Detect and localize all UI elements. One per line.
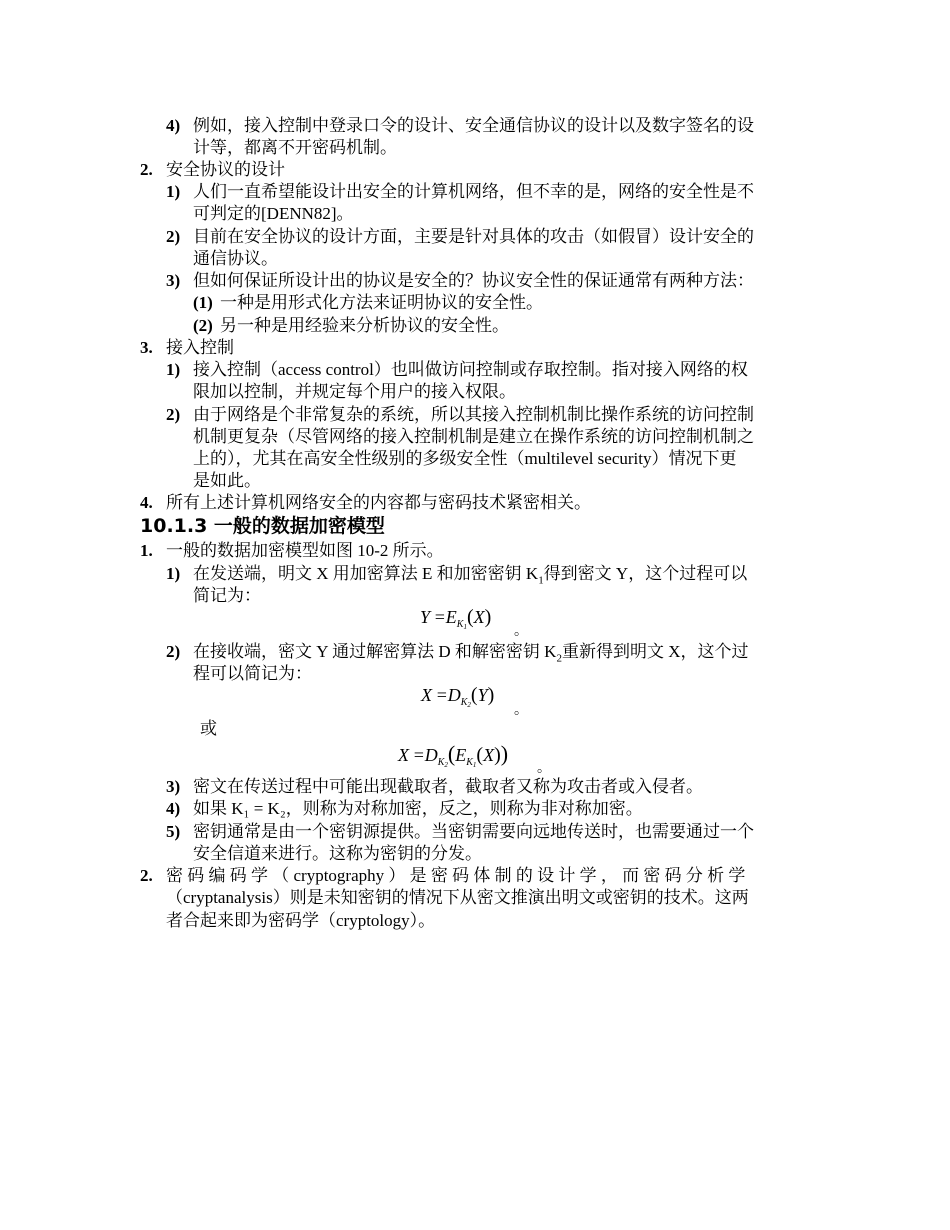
formula-combined: $X =D_{K_2}(E_{K_1}(X))$ <box>398 741 509 769</box>
item-number: 3) <box>166 271 181 290</box>
item-number: 4) <box>166 116 181 135</box>
item-number: 2. <box>140 866 153 885</box>
text-line: 密文在传送过程中可能出现截取者，截取者又称为攻击者或入侵者。 <box>193 777 703 796</box>
formula-decrypt: $X =D_{K_2}(Y)$ <box>421 684 495 709</box>
list-title: 接入控制 <box>166 338 234 357</box>
text-line: 程可以简记为： <box>193 664 312 683</box>
text-line: 例如，接入控制中登录口令的设计、安全通信协议的设计以及数字签名的设 <box>193 116 754 135</box>
text-line: 密钥通常是由一个密钥源提供。当密钥需要向远地传送时，也需要通过一个 <box>193 822 754 841</box>
text-line: 接入控制（access control）也叫做访问控制或存取控制。指对接入网络的权 <box>193 360 748 379</box>
text-line: 计等，都离不开密码机制。 <box>193 138 397 157</box>
text-line: 通信协议。 <box>193 249 278 268</box>
text-line: 一种是用形式化方法来证明协议的安全性。 <box>220 293 543 312</box>
list-title: 安全协议的设计 <box>166 160 285 179</box>
item-number: 1) <box>166 564 181 583</box>
text-line: 是如此。 <box>193 471 261 490</box>
text-line: 如果 K₁ = K₂，则称为对称加密，反之，则称为非对称加密。 <box>193 799 643 818</box>
period: 。 <box>514 624 528 639</box>
item-number: 4) <box>166 799 181 818</box>
formula-encrypt: $Y =E_{K_1}(X)$ <box>420 606 492 631</box>
item-number: 2) <box>166 227 181 246</box>
or-text: 或 <box>200 719 217 738</box>
text-line: 在接收端，密文 Y 通过解密算法 D 和解密密钥 $K_2$重新得到明文 X，这个过 <box>193 642 749 665</box>
text-line: 限加以控制，并规定每个用户的接入权限。 <box>193 382 516 401</box>
text-line: 上的），尤其在高安全性级别的多级安全性（multilevel security）情况下更 <box>193 449 737 468</box>
text-line: 者合起来即为密码学（cryptology）。 <box>166 911 436 930</box>
section-heading: 10.1.3 一般的数据加密模型 <box>140 515 385 537</box>
period: 。 <box>537 761 551 776</box>
period: 。 <box>514 703 528 718</box>
item-number: 2) <box>166 642 181 661</box>
item-number: 3) <box>166 777 181 796</box>
text-line: 人们一直希望能设计出安全的计算机网络，但不幸的是，网络的安全性是不 <box>193 182 754 201</box>
text-line: 另一种是用经验来分析协议的安全性。 <box>220 316 509 335</box>
text-line: 但如何保证所设计出的协议是安全的？协议安全性的保证通常有两种方法： <box>193 271 754 290</box>
item-number: 2) <box>166 405 181 424</box>
item-number: 1) <box>166 360 181 379</box>
item-number: 5) <box>166 822 181 841</box>
text-line: 所有上述计算机网络安全的内容都与密码技术紧密相关。 <box>166 493 591 512</box>
text-line: 简记为： <box>193 586 261 605</box>
text-line: （cryptanalysis）则是未知密钥的情况下从密文推演出明文或密钥的技术。这两 <box>166 888 749 907</box>
text-line: 机制更复杂（尽管网络的接入控制机制是建立在操作系统的访问控制机制之 <box>193 427 754 446</box>
text-line: 安全信道来进行。这称为密钥的分发。 <box>193 844 482 863</box>
text-line: 可判定的[DENN82]。 <box>193 204 354 223</box>
item-number: 3. <box>140 338 153 357</box>
item-number: 2. <box>140 160 153 179</box>
text-line: 在发送端，明文 X 用加密算法 E 和加密密钥 $K_1$得到密文 Y，这个过程可以 <box>193 564 748 587</box>
text-line: 目前在安全协议的设计方面，主要是针对具体的攻击（如假冒）设计安全的 <box>193 227 754 246</box>
text-line: 一般的数据加密模型如图 10-2 所示。 <box>166 541 444 560</box>
item-number: 4. <box>140 493 153 512</box>
text-line: 密 码 编 码 学 （ cryptography ） 是 密 码 体 制 的 设 计 学 ， 而 密 码 分 析 学 <box>166 866 746 885</box>
item-number: (1) <box>193 293 213 312</box>
text-line: 由于网络是个非常复杂的系统，所以其接入控制机制比操作系统的访问控制 <box>193 405 754 424</box>
item-number: 1) <box>166 182 181 201</box>
item-number: 1. <box>140 541 153 560</box>
item-number: (2) <box>193 316 213 335</box>
